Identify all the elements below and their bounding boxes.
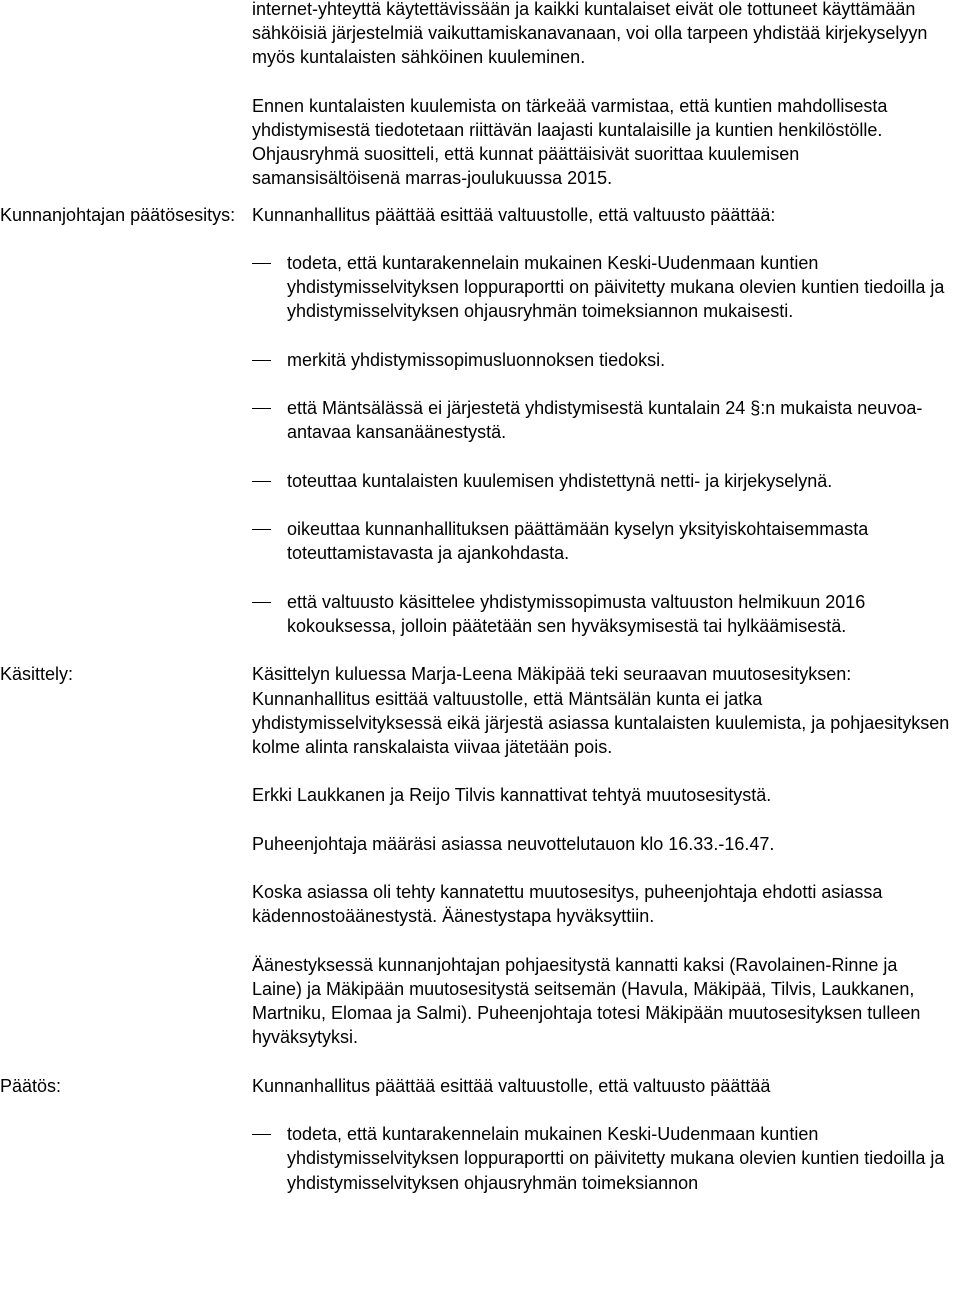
dash-bullet-icon (252, 529, 271, 530)
list-item (252, 348, 960, 372)
handling-paragraph: Puheenjohtaja määräsi asiassa neuvottelutauon klo 16.33.-16.47. (252, 833, 775, 854)
intro-paragraph-1: internet-yhteyttä käytettävissään ja kaikki kuntalaiset eivät ole tottuneet käyttämään sähköisiä järjestelmiä vaikuttamiskanavanaan, voi olla tarpeen yhdistää kirjekyselyyn myös kuntalaisten sähköinen kuuleminen. (252, 0, 928, 68)
list-item-text: merkitä yhdistymissopimusluonnoksen tiedoksi. (287, 349, 666, 370)
list-item-text: että Mäntsälässä ei järjestetä yhdistymisestä kuntalain 24 §:n mukaista neuvoa-antavaa kansanäänestystä. (287, 398, 923, 443)
handling-section (0, 662, 952, 759)
proposal-section (0, 203, 952, 227)
list-item-text: että valtuusto käsittelee yhdistymissopimusta valtuuston helmikuun 2016 kokouksessa, jolloin päätetään sen hyväksymisestä tai hylkäämisestä. (287, 591, 866, 636)
list-item (252, 396, 960, 444)
list-item (252, 251, 960, 324)
decision-list (252, 1122, 960, 1195)
proposal-label: Kunnanjohtajan päätösesitys: (0, 204, 236, 225)
list-item (252, 590, 960, 638)
handling-paragraph: Erkki Laukkanen ja Reijo Tilvis kannattivat tehtyä muutosesitystä. (252, 785, 772, 806)
list-item-text: toteuttaa kuntalaisten kuulemisen yhdistettynä netti- ja kirjekyselynä. (287, 470, 833, 491)
list-item-text: oikeuttaa kunnanhallituksen päättämään kyselyn yksityiskohtaisemmasta toteuttamistavasta ja ajankohdasta. (287, 519, 869, 564)
decision-intro: Kunnanhallitus päättää esittää valtuustolle, että valtuusto päättää (252, 1075, 771, 1096)
dash-bullet-icon (252, 602, 271, 603)
handling-paragraph: Koska asiassa oli tehty kannatettu muutosesitys, puheenjohtaja ehdotti asiassa kädennostoäänestystä. Äänestystapa hyväksyttiin. (252, 882, 883, 927)
handling-label: Käsittely: (0, 664, 74, 685)
dash-bullet-icon (252, 360, 271, 361)
handling-paragraph: Käsittelyn kuluessa Marja-Leena Mäkipää teki seuraavan muutosesityksen: Kunnanhallitus esittää valtuustolle, että Mäntsälän kunta ei jatka yhdistymisselvityksessä eikä järjestä asiassa kuntalaisten kuulemista, ja pohjaesityksen kolme alinta ranskalaista viivaa jätetään pois. (252, 664, 950, 757)
handling-paragraph: Äänestyksessä kunnanjohtajan pohjaesitystä kannatti kaksi (Ravolainen-Rinne ja Laine) ja Mäkipään muutosesitystä seitsemän (Havula, Mäkipää, Tilvis, Laukkanen, Martniku, Elomaa ja Salmi). Puheenjohtaja totesi Mäkipään muutosesityksen tulleen hyväksytyksi. (252, 954, 921, 1048)
decision-section (0, 1074, 952, 1098)
list-item (252, 469, 960, 493)
list-item (252, 517, 960, 565)
list-item-text: todeta, että kuntarakennelain mukainen Keski-Uudenmaan kuntien yhdistymisselvityksen loppuraportti on päivitetty mukana olevien kuntien tiedoilla ja yhdistymisselvityksen ohjausryhmän toimeksiannon mukaisesti. (287, 253, 945, 322)
intro-paragraph-2: Ennen kuntalaisten kuulemista on tärkeää varmistaa, että kuntien mahdollisesta yhdistymisestä tiedotetaan riittävän laajasti kuntalaisille ja kuntien henkilöstölle. Ohjausryhmä suositteli, että kunnat päättäisivät suorittaa kuulemisen samansisältöisenä marras-joulukuussa 2015. (252, 95, 888, 189)
dash-bullet-icon (252, 481, 271, 482)
list-item (252, 1122, 960, 1195)
decision-label: Päätös: (0, 1075, 62, 1096)
dash-bullet-icon (252, 408, 271, 409)
dash-bullet-icon (252, 263, 271, 264)
proposal-intro: Kunnanhallitus päättää esittää valtuustolle, että valtuusto päättää: (252, 204, 776, 225)
list-item-text: todeta, että kuntarakennelain mukainen Keski-Uudenmaan kuntien yhdistymisselvityksen loppuraportti on päivitetty mukana olevien kuntien tiedoilla ja yhdistymisselvityksen ohjausryhmän toimeksiannon (287, 1124, 945, 1193)
dash-bullet-icon (252, 1134, 271, 1135)
proposal-list (252, 251, 960, 638)
